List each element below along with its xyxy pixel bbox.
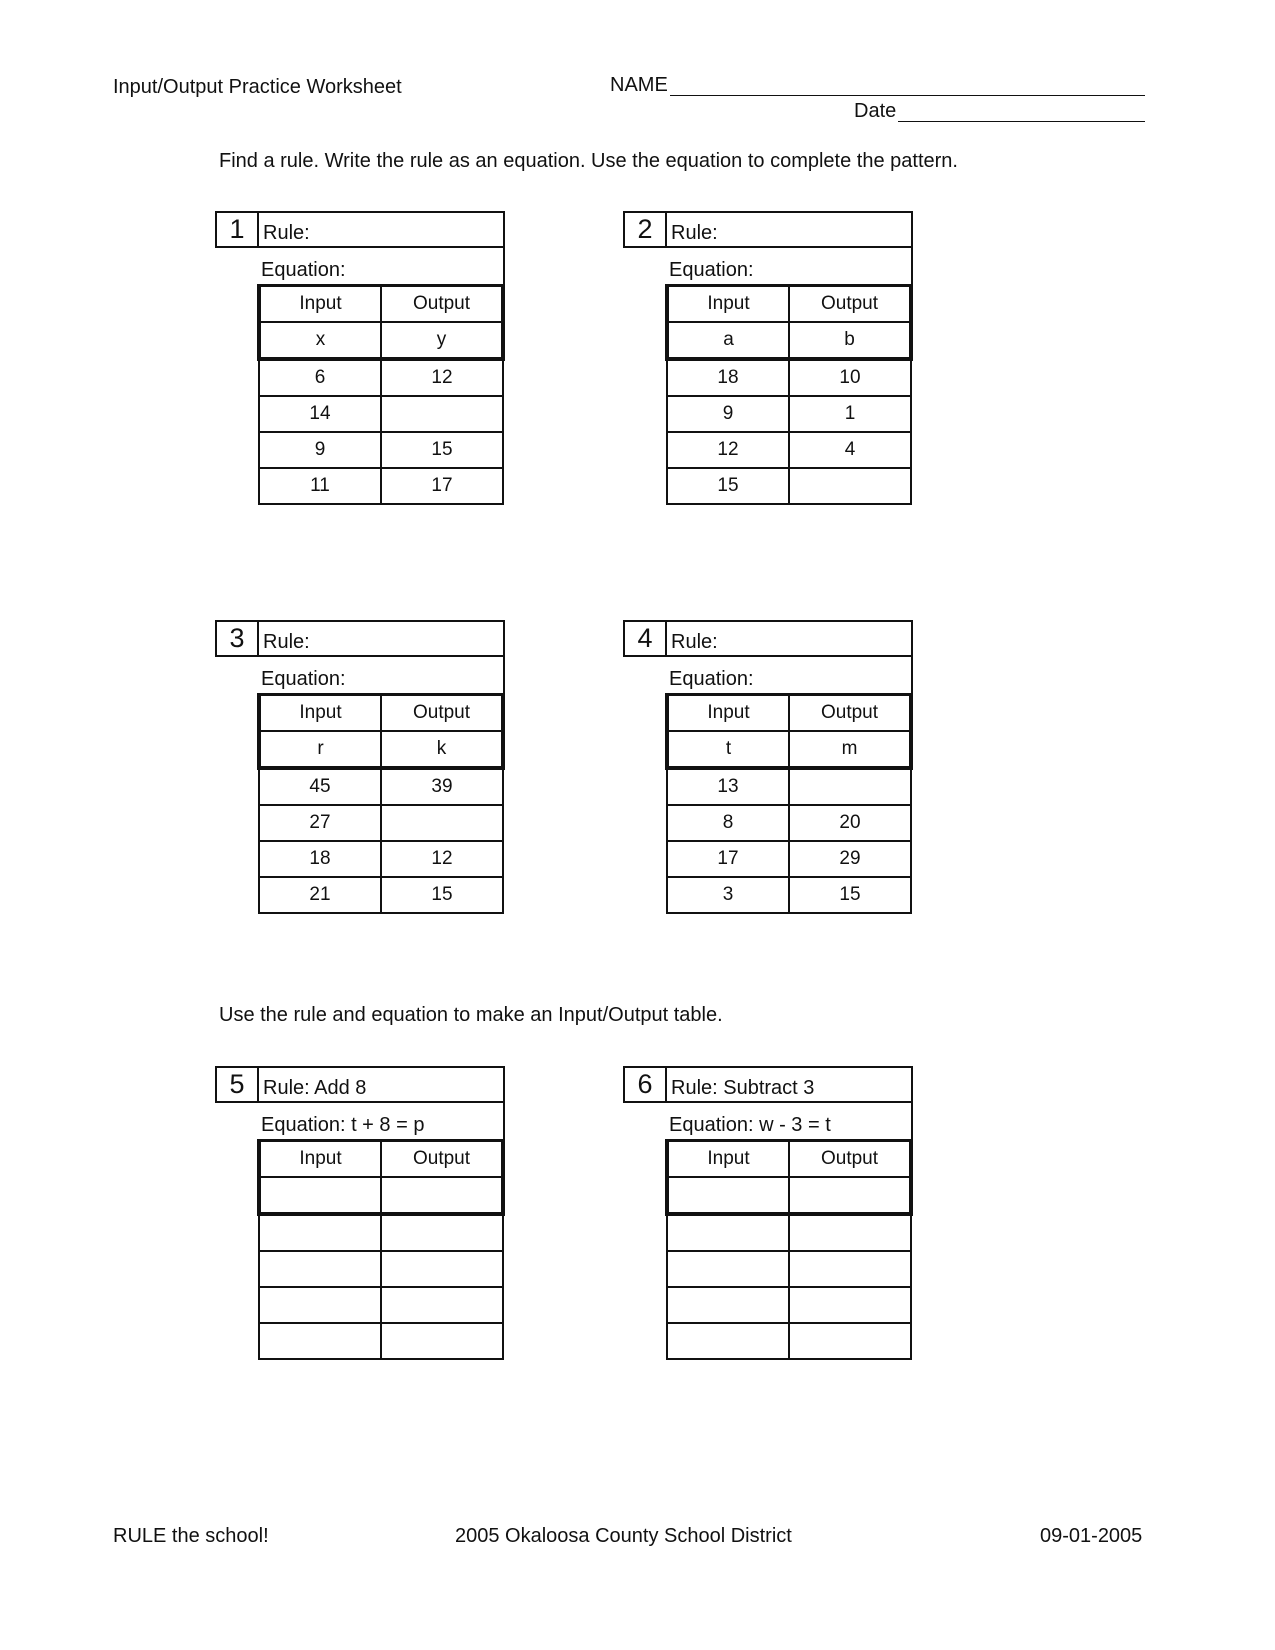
output-cell[interactable] (381, 1323, 503, 1359)
rule-field[interactable]: Rule: (257, 620, 505, 657)
table-row (667, 1251, 911, 1287)
input-header: Input (259, 695, 381, 732)
table-row (667, 1323, 911, 1359)
output-header: Output (789, 695, 911, 732)
table-row (259, 359, 503, 396)
rule-field[interactable]: Rule: (257, 211, 505, 248)
problem-number: 5 (215, 1066, 259, 1103)
problem-number: 3 (215, 620, 259, 657)
table-row (259, 1214, 503, 1251)
name-field[interactable] (670, 75, 1145, 96)
input-cell[interactable]: 6 (259, 359, 381, 396)
output-cell[interactable] (789, 468, 911, 504)
instructions-part2: Use the rule and equation to make an Input/Output table. (219, 1004, 723, 1026)
io-table (665, 693, 913, 914)
table-row (667, 877, 911, 913)
output-cell[interactable] (381, 1251, 503, 1287)
equation-field[interactable]: Equation: (257, 655, 505, 695)
variable-row (667, 1177, 911, 1214)
input-cell[interactable] (667, 1214, 789, 1251)
rule-field[interactable]: Rule: Subtract 3 (665, 1066, 913, 1103)
problem-number: 1 (215, 211, 259, 248)
output-cell[interactable] (381, 396, 503, 432)
input-header: Input (259, 1141, 381, 1178)
output-cell[interactable]: 29 (789, 841, 911, 877)
table-header-row (667, 286, 911, 323)
input-cell[interactable]: 11 (259, 468, 381, 504)
instructions-part1: Find a rule. Write the rule as an equation. Use the equation to complete the pattern. (219, 150, 958, 172)
table-row (259, 1323, 503, 1359)
variable-row (667, 731, 911, 768)
rule-field[interactable]: Rule: (665, 211, 913, 248)
input-cell[interactable]: 45 (259, 768, 381, 805)
footer-date: 09-01-2005 (1040, 1525, 1143, 1547)
output-cell[interactable] (381, 1287, 503, 1323)
variable-row (259, 731, 503, 768)
table-row (259, 1251, 503, 1287)
table-row (667, 396, 911, 432)
input-cell[interactable] (259, 1323, 381, 1359)
variable-row (259, 1177, 503, 1214)
equation-field[interactable]: Equation: (665, 246, 913, 286)
output-cell[interactable]: 15 (789, 877, 911, 913)
output-header: Output (789, 286, 911, 323)
output-cell[interactable] (381, 1214, 503, 1251)
table-row (259, 805, 503, 841)
output-variable[interactable]: m (789, 731, 911, 768)
output-variable[interactable] (789, 1177, 911, 1214)
input-header: Input (667, 1141, 789, 1178)
output-cell[interactable]: 17 (381, 468, 503, 504)
name-label: NAME (610, 74, 668, 96)
input-variable[interactable]: t (667, 731, 789, 768)
output-header: Output (381, 1141, 503, 1178)
input-cell[interactable]: 14 (259, 396, 381, 432)
output-cell[interactable]: 15 (381, 432, 503, 468)
problem-3 (215, 620, 505, 924)
input-cell[interactable]: 27 (259, 805, 381, 841)
table-row (259, 468, 503, 504)
table-row (667, 841, 911, 877)
output-header: Output (789, 1141, 911, 1178)
output-cell[interactable] (789, 768, 911, 805)
problem-4 (623, 620, 913, 924)
footer-left: RULE the school! (113, 1525, 269, 1547)
variable-row (667, 322, 911, 359)
input-cell[interactable]: 8 (667, 805, 789, 841)
worksheet-title: Input/Output Practice Worksheet (113, 76, 402, 98)
table-row (667, 432, 911, 468)
input-cell[interactable] (667, 1287, 789, 1323)
input-cell[interactable] (259, 1251, 381, 1287)
input-header: Input (259, 286, 381, 323)
table-header-row (259, 695, 503, 732)
io-table (257, 284, 505, 505)
input-cell[interactable] (259, 1214, 381, 1251)
input-variable[interactable] (259, 1177, 381, 1214)
output-cell[interactable]: 12 (381, 359, 503, 396)
output-cell[interactable] (789, 1214, 911, 1251)
table-row (259, 768, 503, 805)
output-cell[interactable]: 39 (381, 768, 503, 805)
table-row (667, 1214, 911, 1251)
output-cell[interactable]: 10 (789, 359, 911, 396)
problem-number: 2 (623, 211, 667, 248)
table-row (259, 877, 503, 913)
variable-row (259, 322, 503, 359)
input-cell[interactable]: 3 (667, 877, 789, 913)
input-variable[interactable]: a (667, 322, 789, 359)
table-header-row (259, 1141, 503, 1178)
output-cell[interactable]: 20 (789, 805, 911, 841)
equation-field[interactable]: Equation: (665, 655, 913, 695)
footer-center: 2005 Okaloosa County School District (455, 1525, 792, 1547)
output-cell[interactable]: 15 (381, 877, 503, 913)
io-table (257, 1139, 505, 1360)
input-variable[interactable]: x (259, 322, 381, 359)
problem-5 (215, 1066, 505, 1370)
input-cell[interactable] (667, 1323, 789, 1359)
input-cell[interactable]: 17 (667, 841, 789, 877)
problem-number: 4 (623, 620, 667, 657)
table-row (259, 1287, 503, 1323)
table-header-row (259, 286, 503, 323)
table-row (667, 805, 911, 841)
input-cell[interactable]: 9 (667, 396, 789, 432)
input-header: Input (667, 286, 789, 323)
table-row (259, 396, 503, 432)
output-cell[interactable]: 12 (381, 841, 503, 877)
input-cell[interactable]: 12 (667, 432, 789, 468)
input-variable[interactable]: r (259, 731, 381, 768)
io-table (257, 693, 505, 914)
output-variable[interactable]: y (381, 322, 503, 359)
equation-field[interactable]: Equation: t + 8 = p (257, 1101, 505, 1141)
input-cell[interactable] (259, 1287, 381, 1323)
input-cell[interactable]: 15 (667, 468, 789, 504)
date-label: Date (854, 100, 897, 122)
table-row (667, 359, 911, 396)
rule-field[interactable]: Rule: Add 8 (257, 1066, 505, 1103)
table-row (259, 432, 503, 468)
output-header: Output (381, 695, 503, 732)
problem-2 (623, 211, 913, 515)
table-header-row (667, 1141, 911, 1178)
output-variable[interactable] (381, 1177, 503, 1214)
output-cell[interactable] (381, 805, 503, 841)
table-row (667, 468, 911, 504)
input-cell[interactable]: 18 (667, 359, 789, 396)
table-header-row (667, 695, 911, 732)
input-header: Input (667, 695, 789, 732)
rule-field[interactable]: Rule: (665, 620, 913, 657)
io-table (665, 284, 913, 505)
input-cell[interactable]: 21 (259, 877, 381, 913)
output-cell[interactable]: 1 (789, 396, 911, 432)
equation-field[interactable]: Equation: (257, 246, 505, 286)
table-row (667, 1287, 911, 1323)
equation-field[interactable]: Equation: w - 3 = t (665, 1101, 913, 1141)
output-variable[interactable]: k (381, 731, 503, 768)
problem-1 (215, 211, 505, 515)
input-variable[interactable] (667, 1177, 789, 1214)
date-field[interactable] (898, 100, 1145, 122)
output-variable[interactable]: b (789, 322, 911, 359)
io-table (665, 1139, 913, 1360)
input-cell[interactable] (667, 1251, 789, 1287)
output-cell[interactable] (789, 1287, 911, 1323)
table-row (667, 768, 911, 805)
output-cell[interactable] (789, 1251, 911, 1287)
input-cell[interactable]: 18 (259, 841, 381, 877)
input-cell[interactable]: 13 (667, 768, 789, 805)
output-cell[interactable]: 4 (789, 432, 911, 468)
output-header: Output (381, 286, 503, 323)
output-cell[interactable] (789, 1323, 911, 1359)
problem-6 (623, 1066, 913, 1370)
input-cell[interactable]: 9 (259, 432, 381, 468)
problem-number: 6 (623, 1066, 667, 1103)
table-row (259, 841, 503, 877)
